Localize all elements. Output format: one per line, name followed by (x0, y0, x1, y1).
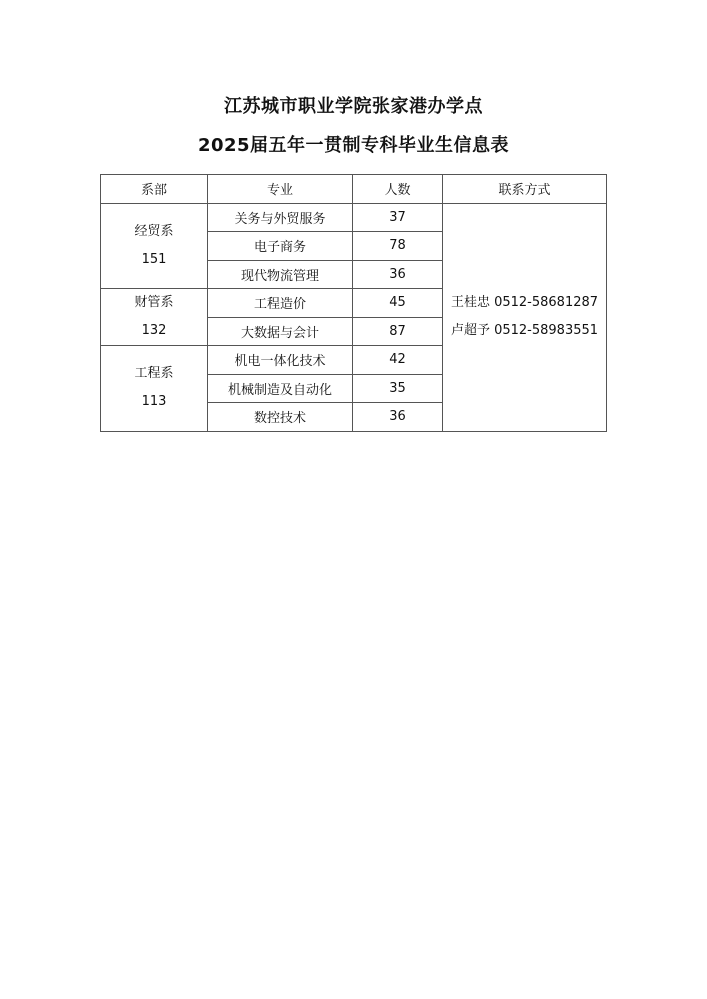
dept-cell (101, 289, 208, 346)
header-major: 专业 (208, 175, 353, 204)
major-count: 78 (353, 232, 443, 261)
major-name: 关务与外贸服务 (208, 203, 353, 232)
dept-cell (101, 203, 208, 289)
dept-name: 工程系 (134, 366, 174, 382)
major-count: 87 (353, 317, 443, 346)
major-name: 机械制造及自动化 (208, 374, 353, 403)
major-count: 37 (353, 203, 443, 232)
major-name: 工程造价 (208, 289, 353, 318)
header-count: 人数 (353, 175, 443, 204)
table-header-row (101, 175, 607, 204)
contact-cell (443, 203, 607, 431)
major-count: 35 (353, 374, 443, 403)
document-subtitle: 2025届五年一贯制专科毕业生信息表 (197, 135, 510, 156)
major-count: 45 (353, 289, 443, 318)
major-name: 电子商务 (208, 232, 353, 261)
major-count: 42 (353, 346, 443, 375)
major-count: 36 (353, 403, 443, 432)
dept-name: 财管系 (134, 295, 174, 310)
table-row (101, 203, 607, 232)
major-name: 数控技术 (208, 403, 353, 432)
major-name: 大数据与会计 (208, 317, 353, 346)
dept-total: 113 (141, 394, 167, 410)
dept-cell (101, 346, 208, 432)
contact-line: 卢超予 0512-58983551 (450, 323, 599, 338)
document-title: 江苏城市职业学院张家港办学点 (224, 96, 483, 117)
dept-name: 经贸系 (134, 223, 174, 239)
dept-total: 132 (141, 323, 167, 338)
dept-total: 151 (141, 251, 167, 267)
major-name: 机电一体化技术 (208, 346, 353, 375)
header-dept: 系部 (101, 175, 208, 204)
contact-line: 王桂忠 0512-58681287 (450, 295, 599, 310)
major-name: 现代物流管理 (208, 260, 353, 289)
major-count: 36 (353, 260, 443, 289)
graduate-info-table (100, 174, 607, 432)
header-contact: 联系方式 (443, 175, 607, 204)
